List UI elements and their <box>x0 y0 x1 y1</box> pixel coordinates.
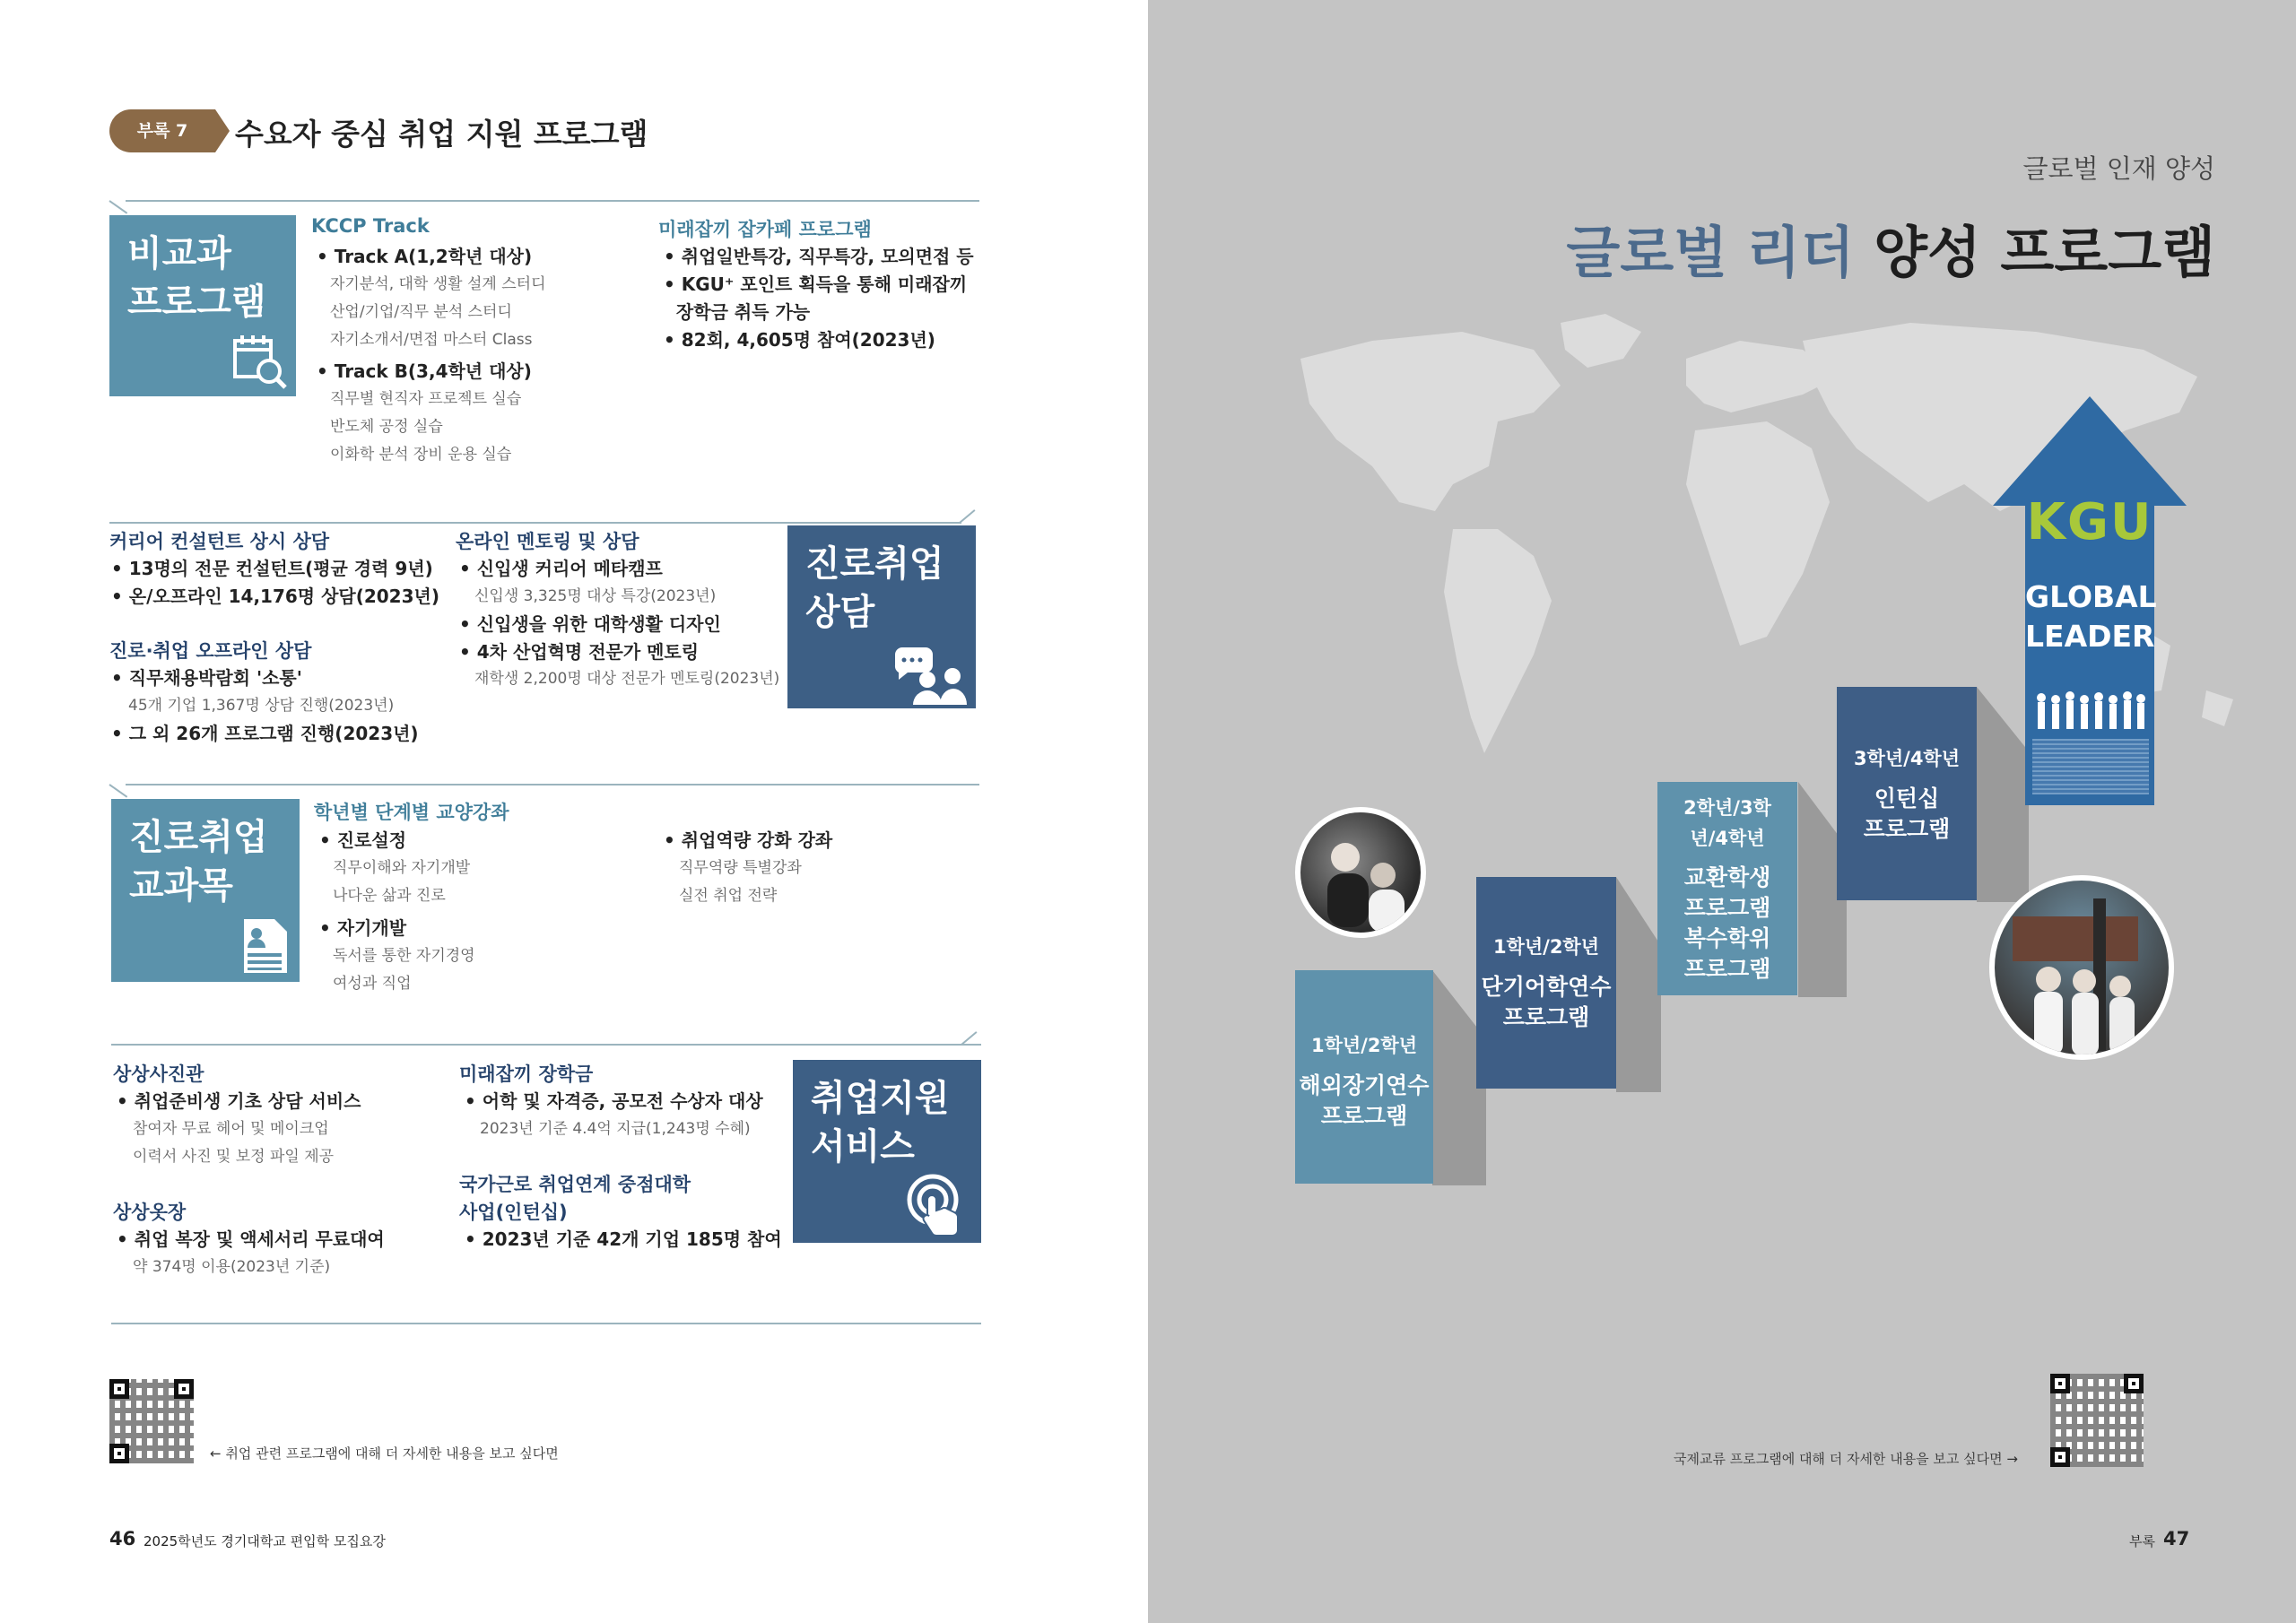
list-item: 산업/기업/직무 분석 스터디 <box>330 303 512 321</box>
list-sub: 직무역량 특별강좌 <box>679 859 802 877</box>
course-title: 학년별 단계별 교양강좌 <box>314 802 509 823</box>
track-a: • Track A(1,2학년 대상) <box>317 246 533 267</box>
track-b: • Track B(3,4학년 대상) <box>317 360 532 382</box>
step-year: 1학년/2학년 <box>1310 1035 1418 1056</box>
calendar-search-icon <box>230 332 289 391</box>
divider <box>126 200 979 202</box>
step-program: 인턴십 <box>1874 785 1940 812</box>
divider-slant <box>109 200 127 213</box>
box-label: 상담 <box>805 592 875 633</box>
divider <box>111 1323 981 1324</box>
list-item: 장학금 취득 가능 <box>664 301 811 323</box>
list-item: • 2023년 기준 42개 기업 185명 참여 <box>465 1228 782 1250</box>
divider-slant <box>109 784 127 797</box>
arrow-text-line: GLOBAL <box>2025 579 2157 614</box>
list-sub: 실전 취업 전략 <box>679 887 778 905</box>
list-item: • 직무채용박람회 '소통' <box>111 667 302 689</box>
step-program: 단기어학연수 <box>1481 974 1612 1000</box>
list-item: 직무별 현직자 프로젝트 실습 <box>330 390 522 408</box>
job-cafe-title: 미래잡끼 잡카페 프로그램 <box>658 219 872 240</box>
box-label: 진로취업 <box>805 543 944 585</box>
footer-text: 2025학년도 경기대학교 편입학 모집요강 <box>144 1533 386 1549</box>
list-item: • 13명의 전문 컨설턴트(평균 경력 9년) <box>111 558 433 579</box>
crowd-silhouette-icon <box>2032 690 2149 735</box>
step-program: 프로그램 <box>1502 1004 1590 1030</box>
step-program: 해외장기연수 <box>1299 1072 1430 1098</box>
list-sub: 2023년 기준 4.4억 지급(1,243명 수혜) <box>480 1120 751 1138</box>
page-title: 수요자 중심 취업 지원 프로그램 <box>235 117 648 152</box>
list-sub: 나다운 삶과 진로 <box>333 887 446 905</box>
closet-title: 상상옷장 <box>113 1202 187 1223</box>
arrow-text <box>2025 577 2157 656</box>
step-2 <box>1476 877 1616 1089</box>
list-item: • 신입생을 위한 대학생활 디자인 <box>459 613 721 635</box>
step-year: 2학년/3학년/4학년 <box>1683 797 1771 849</box>
divider-slant <box>959 509 975 524</box>
list-item: • 진로설정 <box>319 829 407 851</box>
step-program: 프로그램 <box>1683 895 1771 921</box>
list-sub: 이력서 사진 및 보정 파일 제공 <box>133 1148 335 1166</box>
list-item: • 취업역량 강화 강좌 <box>664 829 833 851</box>
list-item: • 취업 복장 및 액세서리 무료대여 <box>117 1228 385 1250</box>
counsel-people-icon <box>888 644 970 705</box>
step-3 <box>1657 782 1797 995</box>
qr-code-left[interactable] <box>109 1379 194 1463</box>
list-sub: 45개 기업 1,367명 상담 진행(2023년) <box>128 697 395 715</box>
step-program: 프로그램 <box>1320 1103 1408 1129</box>
divider <box>109 522 961 524</box>
subtitle: 글로벌 인재 양성 <box>2022 153 2215 184</box>
right-page <box>1148 0 2296 1623</box>
list-sub: 재학생 2,200명 대상 전문가 멘토링(2023년) <box>474 670 780 688</box>
list-item: • 온/오프라인 14,176명 상담(2023년) <box>111 586 439 607</box>
qr-caption-left: ← 취업 관련 프로그램에 대해 더 자세한 내용을 보고 싶다면 <box>210 1445 559 1462</box>
box-label: 교과목 <box>129 865 233 907</box>
document-person-icon <box>240 916 291 976</box>
page-number-right: 47 <box>2163 1528 2190 1549</box>
divider <box>126 784 979 785</box>
box-label: 프로그램 <box>127 282 266 323</box>
list-sub: 독서를 통한 자기경영 <box>333 947 475 965</box>
arrow-text-line: LEADER <box>2025 619 2155 654</box>
box-label: 비교과 <box>127 233 231 274</box>
page-number-left: 46 <box>109 1528 136 1549</box>
footer-label-right: 부록 <box>2129 1533 2155 1549</box>
list-item: • 4차 산업혁명 전문가 멘토링 <box>459 641 700 663</box>
consult-title: 커리어 컨설턴트 상시 상담 <box>109 531 330 552</box>
national-program-title: 사업(인턴십) <box>459 1202 568 1223</box>
scholar-title: 미래잡끼 장학금 <box>459 1063 594 1085</box>
title-highlight: 글로벌 리더 <box>1566 220 1855 285</box>
list-item: • KGU⁺ 포인트 획득을 통해 미래잡끼 <box>664 273 968 295</box>
list-item: • 그 외 26개 프로그램 진행(2023년) <box>111 723 419 744</box>
list-item: 자기소개서/면접 마스터 Class <box>330 331 533 349</box>
list-sub: 직무이해와 자기개발 <box>333 859 471 877</box>
box-extracurricular <box>109 215 296 396</box>
box-career-course <box>111 799 300 982</box>
list-item: • 자기개발 <box>319 917 407 939</box>
step-program: 프로그램 <box>1683 956 1771 982</box>
title-rest: 양성 프로그램 <box>1874 220 2215 285</box>
list-sub: 참여자 무료 헤어 및 메이크업 <box>133 1120 329 1138</box>
kgu-logo: KGU <box>2026 493 2153 551</box>
appendix-badge: 부록 7 <box>109 109 215 152</box>
list-item: 반도체 공정 실습 <box>330 418 443 436</box>
students-photo-1 <box>1295 807 1426 938</box>
list-item: • 취업일반특강, 직무특강, 모의면접 등 <box>664 246 974 267</box>
offline-title: 진로·취업 오프라인 상담 <box>109 640 312 662</box>
national-program-title: 국가근로 취업연계 중점대학 <box>459 1174 691 1195</box>
step-program: 프로그램 <box>1863 816 1951 842</box>
list-item: • 취업준비생 기초 상담 서비스 <box>117 1090 361 1112</box>
box-label: 진로취업 <box>129 817 268 858</box>
list-item: 자기분석, 대학 생활 설계 스터디 <box>330 275 546 293</box>
list-item: • 어학 및 자격증, 공모전 수상자 대상 <box>465 1090 763 1112</box>
mentoring-title: 온라인 멘토링 및 상담 <box>456 531 639 552</box>
qr-caption-right: 국제교류 프로그램에 대해 더 자세한 내용을 보고 싶다면 → <box>1674 1451 2018 1467</box>
list-sub: 여성과 직업 <box>333 975 412 993</box>
step-program: 복수학위 <box>1683 925 1771 951</box>
list-item: 이화학 분석 장비 운용 실습 <box>330 446 512 464</box>
step-1 <box>1295 970 1433 1184</box>
step-year: 1학년/2학년 <box>1492 936 1600 958</box>
list-item: • 신입생 커리어 메타캠프 <box>459 558 663 579</box>
box-label: 취업지원 <box>811 1078 950 1119</box>
list-sub: 신입생 3,325명 대상 특강(2023년) <box>474 587 717 605</box>
box-employment-service <box>793 1060 981 1243</box>
list-sub: 약 374명 이용(2023년 기준) <box>133 1258 331 1276</box>
step-shadow <box>1616 877 1661 1092</box>
kccp-title: KCCP Track <box>311 215 430 237</box>
box-career-counsel <box>787 525 976 708</box>
step-program: 교환학생 <box>1683 864 1771 890</box>
step-year: 3학년/4학년 <box>1853 748 1961 769</box>
step-4 <box>1837 687 1977 900</box>
touch-hand-icon <box>906 1173 970 1241</box>
photo-title: 상상사진관 <box>113 1063 204 1085</box>
crowd-reflection <box>2032 739 2149 794</box>
box-label: 서비스 <box>811 1126 915 1167</box>
divider <box>111 1044 981 1046</box>
photo-figures <box>1300 812 1421 933</box>
photo-figures <box>1995 881 2169 1055</box>
list-item: • 82회, 4,605명 참여(2023년) <box>664 329 935 351</box>
qr-code-right[interactable] <box>2050 1374 2144 1467</box>
students-photo-2 <box>1989 875 2174 1060</box>
main-title <box>1566 208 2215 288</box>
